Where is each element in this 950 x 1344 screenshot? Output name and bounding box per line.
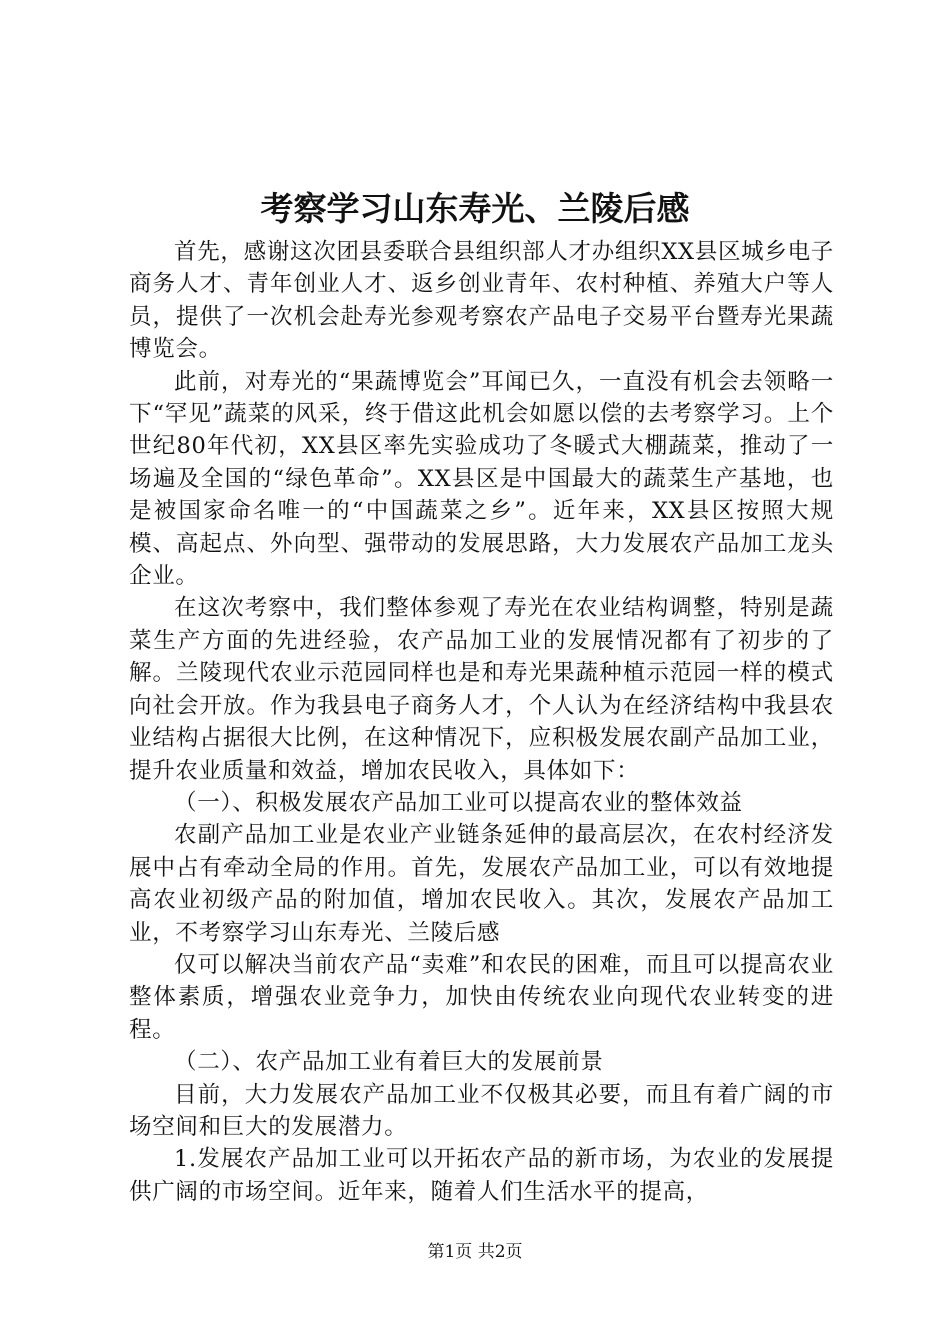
paragraph: 此前，对寿光的“果蔬博览会”耳闻已久，一直没有机会去领略一下“罕见”蔬菜的风采，终于借这此机会如愿以偿的去考察学习。上个世纪80年代初，XX县区率先实验成功了冬暖式大棚蔬菜，推动了一场遍及全国的“绿色革命”。XX县区是中国最大的蔬菜生产基地，也是被国家命名唯一的“中国蔬菜之乡”。近年来，XX县区按照大规模、高起点、外向型、强带动的发展思路，大力发展农产品加工龙头企业。 [129, 368, 834, 590]
section-heading: （二）、农产品加工业有着巨大的发展前景 [174, 1049, 604, 1076]
section-heading: （一）、积极发展农产品加工业可以提高农业的整体效益 [174, 789, 743, 816]
document-body [129, 236, 834, 1208]
paragraph: 农副产品加工业是农业产业链条延伸的最高层次，在农村经济发展中占有牵动全局的作用。首先，发展农产品加工业，可以有效地提高农业初级产品的附加值，增加农民收入。其次，发展农产品加工业，不考察学习山东寿光、兰陵后感 [129, 822, 834, 946]
document-title: 考察学习山东寿光、兰陵后感 [260, 189, 690, 228]
paragraph: 仅可以解决当前农产品“卖难”和农民的困难，而且可以提高农业整体素质，增强农业竞争力，加快由传统农业向现代农业转变的进程。 [129, 951, 834, 1043]
paragraph: 1.发展农产品加工业可以开拓农产品的新市场，为农业的发展提供广阔的市场空间。近年来，随着人们生活水平的提高， [129, 1146, 834, 1205]
page-footer: 第1页 共2页 [427, 1242, 523, 1262]
paragraph: 首先，感谢这次团县委联合县组织部人才办组织XX县区城乡电子商务人才、青年创业人才、返乡创业青年、农村种植、养殖大户等人员，提供了一次机会赴寿光参观考察农产品电子交易平台暨寿光果蔬博览会。 [129, 239, 834, 363]
paragraph: 在这次考察中，我们整体参观了寿光在农业结构调整，特别是蔬菜生产方面的先进经验，农产品加工业的发展情况都有了初步的了解。兰陵现代农业示范园同样也是和寿光果蔬种植示范园一样的模式向社会开放。作为我县电子商务人才，个人认为在经济结构中我县农业结构占据很大比例，在这种情况下，应积极发展农副产品加工业，提升农业质量和效益，增加农民收入，具体如下： [129, 595, 834, 784]
paragraph: 目前，大力发展农产品加工业不仅极其必要，而且有着广阔的市场空间和巨大的发展潜力。 [129, 1081, 834, 1140]
